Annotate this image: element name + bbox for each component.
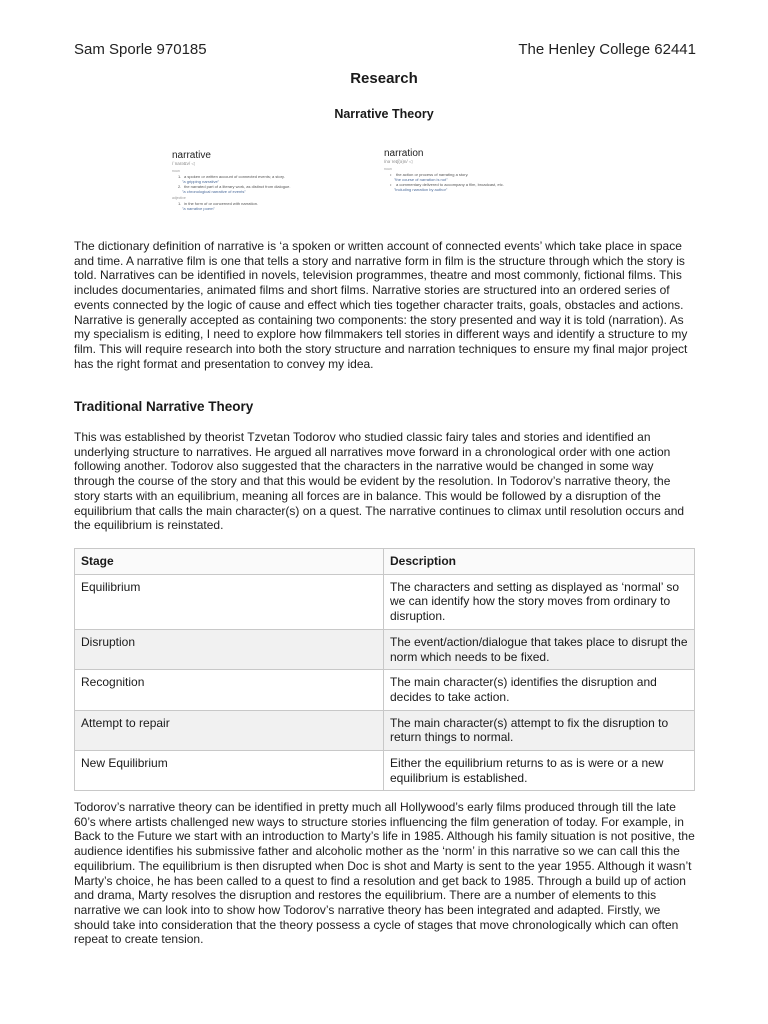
dictionary-example: "a narrative poem" [182,206,215,211]
section-heading: Traditional Narrative Theory [74,399,254,414]
dictionary-headword: narration [384,148,424,159]
dictionary-example: "a gripping narrative" [182,179,220,184]
table-row [75,710,695,750]
dictionary-pronunciation: /ˈnarətɪv/ ◁ [172,161,195,166]
dictionary-example: "the course of narration is not" [394,177,448,182]
document-subtitle: Narrative Theory [334,107,434,121]
dictionary-definition: 1. a spoken or written account of connected events; a story. [178,174,285,179]
traditional-theory-paragraph: This was established by theorist Tzvetan Todorov who studied classic fairy tales and stories and identified an underlying structure to narratives. He argued all narratives move forward in a chronological order with one action following another. Todorov also suggested that the characters in the narrative would be changed in some way through the course of the story and that this would be evident by the resolution. In Todorov’s narrative theory, the story starts with an equilibrium, meaning all forces are in balance. This would be followed by a disruption of the equilibrium that calls the main character(s) on a quest. The narrative continues to climax until resolution occurs and the equilibrium is reinstated. [74,430,685,533]
dictionary-definition: 2. the narrated part of a literary work, as distinct from dialogue. [178,184,291,189]
dictionary-headword: narrative [172,150,211,161]
dictionary-definition: • the action or process of narrating a story. [390,172,469,177]
dictionary-part-of-speech: adjective [172,196,186,200]
closing-paragraph: Todorov’s narrative theory can be identified in pretty much all Hollywood’s early films produced through till the late 60’s where artists challenged new ways to structure stories influencing the film generation of today. For example, in Back to the Future we start with an introduction to Marty’s life in 1985. Although his family situation is not positive, the audience identifies his submissive father and alcoholic mother as the ‘norm’ in this narrative so we can call this the equilibrium. The equilibrium is then disrupted when Doc is shot and Marty is sent to the year 1955. Although it wasn’t Marty’s choice, he has been called to a quest to find a resolution and get back to 1985. Through a build up of action and drama, Marty resolves the disruption and restores the equilibrium. There are a number of elements to this narrative we can look into to show how Todorov’s narrative theory has been integrated and adapted. Firstly, we should take into consideration that the theory possess a cycle of stages that move chronologically which can often repeat to create tension. [74,800,695,947]
college-id: The Henley College 62441 [518,41,696,58]
column-header-stage: Stage [75,549,384,575]
table-row [75,751,695,791]
table-row [75,574,695,629]
stage-cell: Recognition [75,670,384,710]
description-cell: The main character(s) identifies the disruption and decides to take action. [384,670,695,710]
description-cell: The event/action/dialogue that takes place to disrupt the norm which needs to be fixed. [384,629,695,669]
dictionary-definition: 1. in the form of or concerned with narration. [178,201,259,206]
table-row [75,629,695,669]
dictionary-example: "a chronological narrative of events" [182,189,246,194]
stage-cell: New Equilibrium [75,751,384,791]
description-cell: Either the equilibrium returns to as is were or a new equilibrium is established. [384,751,695,791]
intro-paragraph: The dictionary definition of narrative is ‘a spoken or written account of connected events’ which take place in space and time. A narrative film is one that tells a story and narrative form in film is the structure through which the story is told. Narratives can be identified in novels, television programmes, theatre and most commonly, fictional films. This includes documentaries, animated films and short films. Narrative stories are structured into an ordered series of events connected by the logic of cause and effect which ties together character traits, goals, obstacles and actions. Narrative is generally accepted as containing two components: the story presented and way it is told (narration). As my specialism is editing, I need to explore how filmmakers tell stories in different ways and identify a structure to my film. This will require research into both the story structure and narration techniques to ensure my final major project has the right format and presentation to convey my idea. [74,239,688,371]
narrative-stages-table [74,548,695,791]
description-cell: The main character(s) attempt to fix the disruption to return things to normal. [384,710,695,750]
dictionary-definition: • a commentary delivered to accompany a film, broadcast, etc. [390,182,504,187]
author-id: Sam Sporle 970185 [74,41,207,58]
table-row [75,670,695,710]
stage-cell: Attempt to repair [75,710,384,750]
page-header [74,41,696,63]
dictionary-part-of-speech: noun [172,169,180,173]
dictionary-part-of-speech: noun [384,167,392,171]
dictionary-example: "including narration by author" [394,187,448,192]
description-cell: The characters and setting as displayed as ‘normal’ so we can identify how the story moves from ordinary to disruption. [384,574,695,629]
dictionary-image-narrative [172,150,362,211]
table-header-row [75,549,695,575]
document-title: Research [350,70,418,87]
stage-cell: Disruption [75,629,384,669]
stage-cell: Equilibrium [75,574,384,629]
dictionary-image-narration [384,148,584,192]
column-header-description: Description [384,549,695,575]
dictionary-pronunciation: /nəˈreɪʃ(ə)n/ ◁ [384,159,413,164]
